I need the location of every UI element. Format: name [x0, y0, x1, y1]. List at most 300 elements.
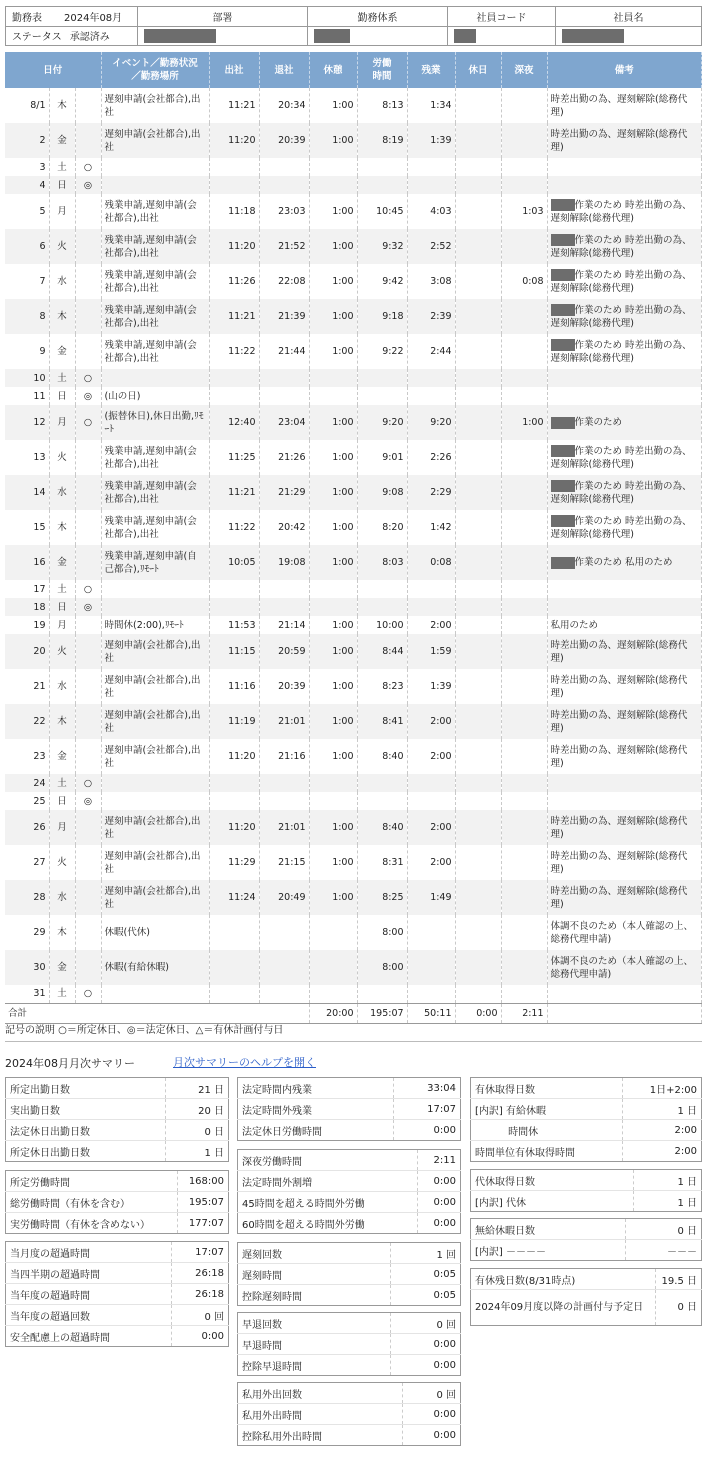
row-event: 遅刻申請(会社都合),出社	[101, 810, 209, 845]
summary-label: 遅刻回数	[238, 1243, 391, 1264]
summary-row	[238, 1078, 461, 1099]
row-date: 13	[5, 440, 49, 475]
table-row[interactable]	[5, 950, 702, 985]
row-work: 9:20	[357, 405, 407, 440]
row-holiday	[455, 669, 501, 704]
row-weekday: 金	[49, 545, 75, 580]
row-work: 8:25	[357, 880, 407, 915]
remark-redacted	[551, 445, 575, 457]
row-date: 15	[5, 510, 49, 545]
row-remarks	[547, 598, 701, 616]
row-break: 1:00	[309, 334, 357, 369]
row-out	[259, 950, 309, 985]
summary-label: 法定時間内残業	[238, 1078, 394, 1099]
row-in: 11:20	[209, 810, 259, 845]
row-in	[209, 158, 259, 176]
row-event	[101, 176, 209, 194]
summary-value: 1 日	[634, 1191, 702, 1212]
summary-row	[6, 1078, 229, 1099]
row-out: 23:03	[259, 194, 309, 229]
row-event	[101, 792, 209, 810]
row-work: 8:00	[357, 915, 407, 950]
table-row[interactable]	[5, 158, 702, 176]
row-overtime: 2:00	[407, 845, 455, 880]
row-out	[259, 915, 309, 950]
table-row[interactable]	[5, 774, 702, 792]
row-in: 11:22	[209, 334, 259, 369]
summary-row	[471, 1240, 702, 1261]
table-row[interactable]	[5, 580, 702, 598]
row-work: 10:00	[357, 616, 407, 634]
row-work: 9:18	[357, 299, 407, 334]
row-out: 20:49	[259, 880, 309, 915]
row-date: 2	[5, 123, 49, 158]
table-row[interactable]	[5, 616, 702, 634]
row-mark	[75, 880, 101, 915]
row-holiday	[455, 845, 501, 880]
row-night	[501, 88, 547, 123]
row-out	[259, 774, 309, 792]
summary-value: 19.5 日	[655, 1269, 701, 1290]
summary-label: 時間単位有休取得時間	[475, 1147, 575, 1159]
row-date: 30	[5, 950, 49, 985]
row-work	[357, 387, 407, 405]
row-holiday	[455, 405, 501, 440]
row-mark: ○	[75, 405, 101, 440]
table-row[interactable]	[5, 915, 702, 950]
remark-redacted	[551, 339, 575, 351]
row-in: 11:53	[209, 616, 259, 634]
summary-box	[470, 1218, 702, 1261]
row-overtime: 2:00	[407, 704, 455, 739]
summary-label: 控除早退時間	[242, 1361, 302, 1373]
row-date: 29	[5, 915, 49, 950]
row-mark: ◎	[75, 387, 101, 405]
table-row[interactable]	[5, 634, 702, 669]
table-row[interactable]	[5, 264, 702, 299]
summary-row	[6, 1242, 229, 1263]
row-weekday: 土	[49, 369, 75, 387]
row-remarks: 作業のため 時差出勤の為、遅刻解除(総務代理)	[547, 475, 701, 510]
row-holiday	[455, 176, 501, 194]
table-row[interactable]	[5, 369, 702, 387]
row-remarks: 体調不良のため（本人確認の上、総務代理申請)	[547, 915, 701, 950]
row-overtime	[407, 774, 455, 792]
row-out: 19:08	[259, 545, 309, 580]
row-overtime: 2:00	[407, 810, 455, 845]
row-remarks: 時差出勤の為、遅刻解除(総務代理)	[547, 880, 701, 915]
row-break: 1:00	[309, 264, 357, 299]
col-night: 深夜	[501, 52, 547, 88]
row-date: 8	[5, 299, 49, 334]
row-remarks: 時差出勤の為、遅刻解除(総務代理)	[547, 810, 701, 845]
row-out: 20:39	[259, 669, 309, 704]
row-weekday: 金	[49, 950, 75, 985]
row-event: 残業申請,遅刻申請(会社都合),出社	[101, 264, 209, 299]
row-mark	[75, 704, 101, 739]
row-break: 1:00	[309, 616, 357, 634]
row-holiday	[455, 950, 501, 985]
row-in: 11:26	[209, 264, 259, 299]
row-work: 8:44	[357, 634, 407, 669]
remark-redacted	[551, 199, 575, 211]
table-row[interactable]	[5, 334, 702, 369]
attendance-table	[5, 52, 702, 1024]
row-date: 19	[5, 616, 49, 634]
row-break	[309, 915, 357, 950]
remark-redacted	[551, 304, 575, 316]
summary-value: 0:00	[418, 1171, 461, 1192]
row-work: 9:01	[357, 440, 407, 475]
row-remarks: 時差出勤の為、遅刻解除(総務代理)	[547, 669, 701, 704]
row-event: 残業申請,遅刻申請(会社都合),出社	[101, 299, 209, 334]
row-out	[259, 580, 309, 598]
summary-value: －－－	[626, 1240, 702, 1261]
row-break: 1:00	[309, 510, 357, 545]
row-overtime: 1:42	[407, 510, 455, 545]
row-out: 20:59	[259, 634, 309, 669]
row-remarks: 時差出勤の為、遅刻解除(総務代理)	[547, 739, 701, 774]
row-holiday	[455, 440, 501, 475]
total-holiday: 0:00	[455, 1003, 501, 1023]
summary-label: 私用外出回数	[238, 1383, 403, 1404]
row-break: 1:00	[309, 880, 357, 915]
dept-label: 部署	[138, 7, 308, 27]
table-row[interactable]	[5, 405, 702, 440]
table-row[interactable]	[5, 792, 702, 810]
summary-row	[6, 1284, 229, 1305]
table-row[interactable]	[5, 440, 702, 475]
row-holiday	[455, 545, 501, 580]
row-out: 21:29	[259, 475, 309, 510]
summary-row	[6, 1192, 229, 1213]
row-break: 1:00	[309, 669, 357, 704]
row-event: 残業申請,遅刻申請(会社都合),出社	[101, 440, 209, 475]
row-event: (山の日)	[101, 387, 209, 405]
row-work	[357, 598, 407, 616]
row-remarks: 時差出勤の為、遅刻解除(総務代理)	[547, 704, 701, 739]
total-blank	[547, 1003, 701, 1023]
summary-value: 0:00	[418, 1213, 461, 1234]
summary-value: 17:07	[171, 1242, 228, 1263]
total-break: 20:00	[309, 1003, 357, 1023]
row-weekday: 日	[49, 176, 75, 194]
row-out	[259, 176, 309, 194]
summary-value: 0 回	[402, 1383, 460, 1404]
table-row[interactable]	[5, 88, 702, 123]
row-mark	[75, 739, 101, 774]
row-mark	[75, 950, 101, 985]
row-remarks: 作業のため 時差出勤の為、遅刻解除(総務代理)	[547, 334, 701, 369]
row-mark	[75, 634, 101, 669]
summary-value: 0 日	[626, 1219, 702, 1240]
table-row[interactable]	[5, 669, 702, 704]
row-event: 遅刻申請(会社都合),出社	[101, 634, 209, 669]
row-weekday: 木	[49, 510, 75, 545]
summary-row	[238, 1334, 461, 1355]
table-row[interactable]	[5, 845, 702, 880]
summary-value: 20 日	[166, 1099, 229, 1120]
row-holiday	[455, 704, 501, 739]
summary-box	[470, 1169, 702, 1212]
row-work: 8:20	[357, 510, 407, 545]
row-holiday	[455, 194, 501, 229]
summary-label: 控除遅刻時間	[242, 1291, 302, 1303]
row-overtime: 1:34	[407, 88, 455, 123]
summary-row	[471, 1078, 702, 1099]
row-date: 8/1	[5, 88, 49, 123]
row-weekday: 日	[49, 387, 75, 405]
row-break	[309, 580, 357, 598]
summary-row	[238, 1355, 461, 1376]
row-remarks: 作業のため 時差出勤の為、遅刻解除(総務代理)	[547, 229, 701, 264]
row-night	[501, 369, 547, 387]
row-in	[209, 950, 259, 985]
summary-value: 1 回	[391, 1243, 461, 1264]
table-header	[5, 52, 702, 88]
row-in: 11:21	[209, 88, 259, 123]
row-holiday	[455, 299, 501, 334]
table-row[interactable]	[5, 510, 702, 545]
row-event	[101, 369, 209, 387]
row-weekday: 火	[49, 634, 75, 669]
summary-box	[470, 1077, 702, 1162]
row-mark	[75, 510, 101, 545]
summary-row	[6, 1263, 229, 1284]
row-event: 遅刻申請(会社都合),出社	[101, 669, 209, 704]
row-night	[501, 545, 547, 580]
row-holiday	[455, 264, 501, 299]
row-out	[259, 387, 309, 405]
row-break: 1:00	[309, 229, 357, 264]
row-night	[501, 387, 547, 405]
status-value: 承認済み	[69, 32, 110, 44]
doc-label: 勤務表	[12, 12, 42, 24]
row-out	[259, 158, 309, 176]
summary-help-link[interactable]: 月次サマリーのヘルプを開く	[173, 1056, 316, 1069]
row-in: 11:16	[209, 669, 259, 704]
summary-row	[238, 1313, 461, 1334]
summary-label: 実出勤日数	[6, 1099, 166, 1120]
row-night	[501, 634, 547, 669]
summary-value: 2:11	[418, 1150, 461, 1171]
row-event: 遅刻申請(会社都合),出社	[101, 880, 209, 915]
row-weekday: 水	[49, 880, 75, 915]
row-date: 25	[5, 792, 49, 810]
row-holiday	[455, 616, 501, 634]
summary-row	[238, 1171, 461, 1192]
row-in	[209, 774, 259, 792]
summary-value: 1 日	[166, 1141, 229, 1162]
row-date: 23	[5, 739, 49, 774]
row-date: 24	[5, 774, 49, 792]
col-event: イベント／勤務状況 ／勤務場所	[101, 52, 209, 88]
row-break	[309, 387, 357, 405]
table-row[interactable]	[5, 985, 702, 1003]
table-row[interactable]	[5, 299, 702, 334]
table-row[interactable]	[5, 123, 702, 158]
summary-row	[6, 1099, 229, 1120]
row-in	[209, 580, 259, 598]
summary-value: 0:00	[391, 1355, 461, 1376]
summary-row	[238, 1150, 461, 1171]
row-break: 1:00	[309, 194, 357, 229]
row-work	[357, 580, 407, 598]
row-remarks: 作業のため 時差出勤の為、遅刻解除(総務代理)	[547, 440, 701, 475]
row-event: 休暇(代休)	[101, 915, 209, 950]
row-mark	[75, 334, 101, 369]
table-row[interactable]	[5, 475, 702, 510]
row-night	[501, 810, 547, 845]
row-holiday	[455, 792, 501, 810]
row-night	[501, 475, 547, 510]
summary-box	[237, 1382, 461, 1446]
summary-label: 総労働時間（有休を含む）	[6, 1192, 178, 1213]
total-row	[5, 1003, 702, 1023]
row-out: 21:52	[259, 229, 309, 264]
row-work	[357, 792, 407, 810]
summary-label: 安全配慮上の超過時間	[10, 1332, 110, 1344]
summary-row	[238, 1404, 461, 1425]
table-row[interactable]	[5, 176, 702, 194]
summary-value: 2:00	[623, 1141, 702, 1162]
row-in: 11:21	[209, 299, 259, 334]
row-weekday: 土	[49, 158, 75, 176]
col-break: 休憩	[309, 52, 357, 88]
row-weekday: 水	[49, 264, 75, 299]
row-work: 9:42	[357, 264, 407, 299]
row-date: 20	[5, 634, 49, 669]
summary-row	[471, 1191, 702, 1212]
summary-label: [内訳] 代休	[475, 1197, 526, 1209]
row-holiday	[455, 88, 501, 123]
table-row[interactable]	[5, 810, 702, 845]
summary-label: 時間休	[471, 1120, 623, 1141]
row-weekday: 火	[49, 845, 75, 880]
summary-box	[5, 1077, 229, 1162]
summary-value: 0:00	[402, 1404, 460, 1425]
summary-title: 2024年08月月次サマリー	[5, 1057, 135, 1070]
row-night	[501, 880, 547, 915]
row-mark: ○	[75, 985, 101, 1003]
summary-row	[238, 1383, 461, 1404]
row-remarks	[547, 985, 701, 1003]
row-weekday: 水	[49, 475, 75, 510]
row-weekday: 月	[49, 616, 75, 634]
col-date: 日付	[5, 52, 101, 88]
summary-label: 法定時間外残業	[238, 1099, 394, 1120]
row-weekday: 金	[49, 739, 75, 774]
summary-value: 26:18	[171, 1263, 228, 1284]
row-break: 1:00	[309, 440, 357, 475]
summary-value: 1日+2:00	[623, 1078, 702, 1099]
summary-label: 実労働時間（有休を含めない）	[10, 1219, 150, 1231]
row-remarks: 私用のため	[547, 616, 701, 634]
row-mark: ○	[75, 369, 101, 387]
table-row[interactable]	[5, 739, 702, 774]
row-in: 11:29	[209, 845, 259, 880]
row-out	[259, 598, 309, 616]
row-night	[501, 950, 547, 985]
table-row[interactable]	[5, 194, 702, 229]
row-break	[309, 774, 357, 792]
summary-label: 遅刻時間	[238, 1264, 391, 1285]
summary-value: 33:04	[394, 1078, 461, 1099]
table-row[interactable]	[5, 229, 702, 264]
code-label: 社員コード	[448, 7, 556, 27]
row-holiday	[455, 774, 501, 792]
table-row[interactable]	[5, 545, 702, 580]
remark-redacted	[551, 480, 575, 492]
table-row[interactable]	[5, 598, 702, 616]
row-night: 1:00	[501, 405, 547, 440]
row-overtime	[407, 598, 455, 616]
row-date: 5	[5, 194, 49, 229]
name-label: 社員名	[556, 7, 702, 27]
summary-label: 所定休日出勤日数	[10, 1147, 90, 1159]
system-label: 勤務体系	[308, 7, 448, 27]
row-overtime: 1:39	[407, 669, 455, 704]
row-date: 16	[5, 545, 49, 580]
row-event	[101, 774, 209, 792]
row-in: 12:40	[209, 405, 259, 440]
row-night	[501, 158, 547, 176]
row-overtime	[407, 158, 455, 176]
row-remarks	[547, 792, 701, 810]
table-row[interactable]	[5, 387, 702, 405]
row-night	[501, 915, 547, 950]
row-in: 11:19	[209, 704, 259, 739]
row-night	[501, 299, 547, 334]
table-row[interactable]	[5, 704, 702, 739]
table-row[interactable]	[5, 880, 702, 915]
row-weekday: 日	[49, 598, 75, 616]
row-mark	[75, 810, 101, 845]
row-date: 26	[5, 810, 49, 845]
row-break	[309, 369, 357, 387]
row-event: 遅刻申請(会社都合),出社	[101, 704, 209, 739]
row-weekday: 金	[49, 123, 75, 158]
row-remarks	[547, 158, 701, 176]
row-remarks: 時差出勤の為、遅刻解除(総務代理)	[547, 845, 701, 880]
row-break: 1:00	[309, 475, 357, 510]
row-break: 1:00	[309, 123, 357, 158]
row-break	[309, 176, 357, 194]
row-night	[501, 440, 547, 475]
row-overtime: 2:00	[407, 739, 455, 774]
row-event: 遅刻申請(会社都合),出社	[101, 739, 209, 774]
row-in	[209, 985, 259, 1003]
total-work: 195:07	[357, 1003, 407, 1023]
summary-value: 0 日	[166, 1120, 229, 1141]
summary-label: 私用外出時間	[238, 1404, 403, 1425]
row-remarks: 体調不良のため（本人確認の上、総務代理申請)	[547, 950, 701, 985]
row-mark	[75, 845, 101, 880]
row-break: 1:00	[309, 545, 357, 580]
summary-label: 早退回数	[238, 1313, 391, 1334]
row-weekday: 火	[49, 229, 75, 264]
summary-box	[237, 1312, 461, 1376]
row-work: 8:00	[357, 950, 407, 985]
row-mark	[75, 669, 101, 704]
summary-value: 0:00	[391, 1334, 461, 1355]
row-date: 14	[5, 475, 49, 510]
row-weekday: 土	[49, 985, 75, 1003]
row-overtime: 3:08	[407, 264, 455, 299]
row-remarks: 時差出勤の為、遅刻解除(総務代理)	[547, 123, 701, 158]
remark-redacted	[551, 557, 575, 569]
summary-value: 17:07	[394, 1099, 461, 1120]
